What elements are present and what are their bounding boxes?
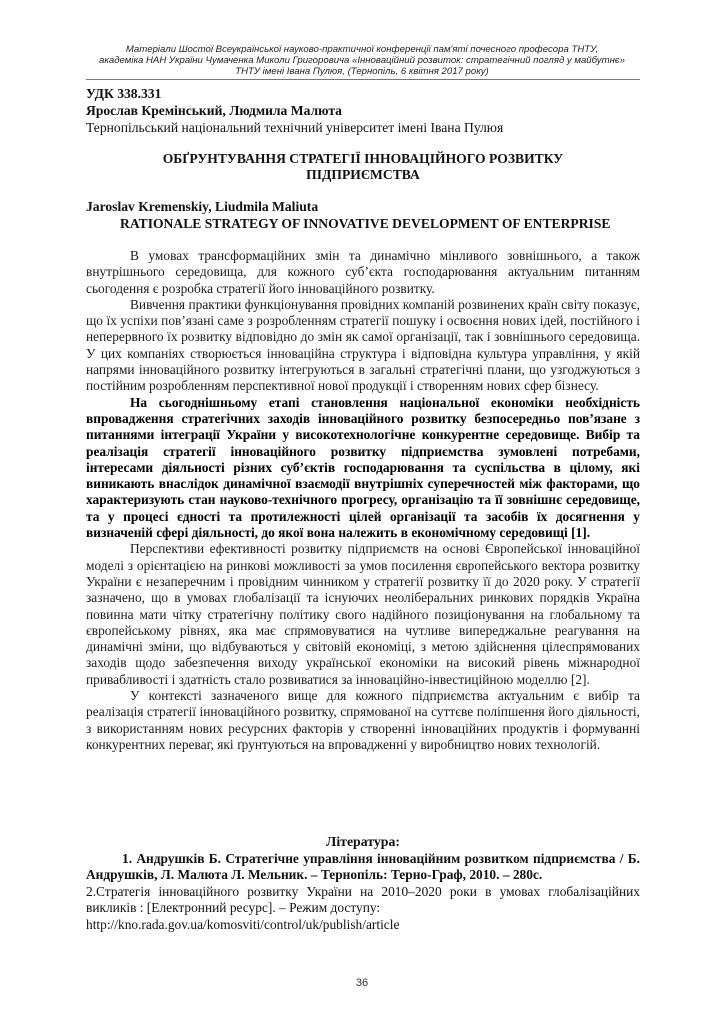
paragraph-4: Перспективи ефективності розвитку підприємств на основі Європейської інноваційної моделі з орієнтацією на ринкові можливості за умов посилення європейського вектора розвитку України є незаперечним і провідним чинником у стратегії розвитку її до 2020 року. У стратегії зазначено, що в умовах глобалізації та існуючих неоліберальних ринкових порядків Україна повинна мати чітку стратегічну політику свого надійного позиціонування на глобальному та європейському рівнях, яка має спрямовуватися на чутливе випереджальне реагування на динамічні зміни, що відбуваються у світовій економіці, з метою здійснення цілеспрямованих заходів щодо забезпечення виходу української економіки на високий рівень міжнародної привабливості і здатність стало розвиватися за інноваційно-інвестиційною моделлю [2].: [86, 541, 640, 687]
paragraph-5: У контексті зазначеного вище для кожного підприємства актуальним є вибір та реалізація стратегії інноваційного розвитку, спрямованої на суттєве поліпшення його діяльності, з використанням нових ресурсних факторів у створенні інноваційних продуктів і формуванні конкурентних переваг, які ґрунтуються на впровадженні у виробництво нових технологій.: [86, 688, 640, 752]
header-divider: [86, 79, 640, 80]
paragraph-1: В умовах трансформаційних змін та динамічно мінливого зовнішнього, а також внутрішнього середовища, для кожного суб’єкта господарювання актуальним питанням сьогодення є розробка стратегії його інноваційного розвитку.: [86, 248, 640, 296]
header-line-2: академіка НАН України Чумаченка Миколи Григоровича «Інноваційний розвиток: стратегічний погляд у майбутнє»: [99, 55, 625, 67]
header-line-3: ТНТУ імені Івана Пулюя, (Тернопіль, 6 квітня 2017 року): [235, 66, 489, 78]
paragraph-2: Вивчення практики функціонування провідних компаній розвинених країн світу показує, що їх успіхи пов’язані саме з розробленням стратегії пошуку і освоєння нових ідей, постійного і неперервного їх розвитку відповідно до змін як самої організації, так і зовнішнього середовища. У цих компаніях створюється інноваційна структура і відповідна культура управління, у якій напрями інноваційного розвитку інтегруються в загальні стратегічні плани, що узгоджуються з постійним розробленням перспективної нової продукції і створенням нових сфер бізнесу.: [86, 296, 640, 394]
title-ua: [86, 151, 640, 183]
paragraph-3: На сьогоднішньому етапі становлення національної економіки необхідність впровадження стратегічних заходів інноваційного розвитку безпосередньо пов’язане з питаннями інтеграції України у високотехнологічне конкурентне середовище. Вибір та реалізація стратегії інноваційного розвитку підприємства зумовлені потребами, інтересами діяльності різних суб’єктів господарювання та суспільства в цілому, які виникають внаслідок динамічної взаємодії внутрішніх суперечностей між факторами, що характеризують стан науково-технічного прогресу, організацію та її зовнішнє середовище, та у процесі єдності та протилежності цілей організації та засобів їх досягнення у визначеній сфері діяльності, до якої вона належить в економічному середовищі [1].: [86, 394, 640, 541]
title-ua-line-2: ПІДПРИЄМСТВА: [306, 167, 420, 182]
header-line-1: Матеріали Шостої Всеукраїнської науково-практичної конференції пам'яті почесного професора ТНТУ,: [125, 44, 599, 55]
page-number: 36: [355, 977, 369, 989]
conference-header: [80, 44, 644, 78]
title-ua-line-1: ОБҐРУНТУВАННЯ СТРАТЕГІЇ ІННОВАЦІЙНОГО РОЗВИТКУ: [162, 151, 564, 166]
article-body: [86, 248, 640, 753]
affiliation: Тернопільський національний технічний університет імені Івана Пулюя: [86, 120, 504, 135]
references-title: Література:: [326, 834, 400, 849]
title-en: RATIONALE STRATEGY OF INNOVATIVE DEVELOPMENT OF ENTERPRISE: [120, 216, 611, 231]
udk-code: УДК 338.331: [86, 86, 162, 101]
reference-url: http://kno.rada.gov.ua/komosviti/control/uk/publish/article: [86, 917, 400, 932]
authors-en: Jaroslav Kremenskiy, Liudmila Maliuta: [86, 199, 319, 214]
reference-1: 1. Андрушків Б. Стратегічне управління інноваційним розвитком підприємства / Б. Андрушків, Л. Малюта Л. Мельник. – Тернопіль: Терно-Граф, 2010. – 280с.: [86, 851, 640, 883]
reference-2: 2.Стратегія інноваційного розвитку України на 2010–2020 роки в умовах глобалізаційних викликів : [Електронний ресурс]. – Режим доступу:: [86, 884, 640, 916]
authors-ua: Ярослав Кремінський, Людмила Малюта: [86, 103, 342, 118]
